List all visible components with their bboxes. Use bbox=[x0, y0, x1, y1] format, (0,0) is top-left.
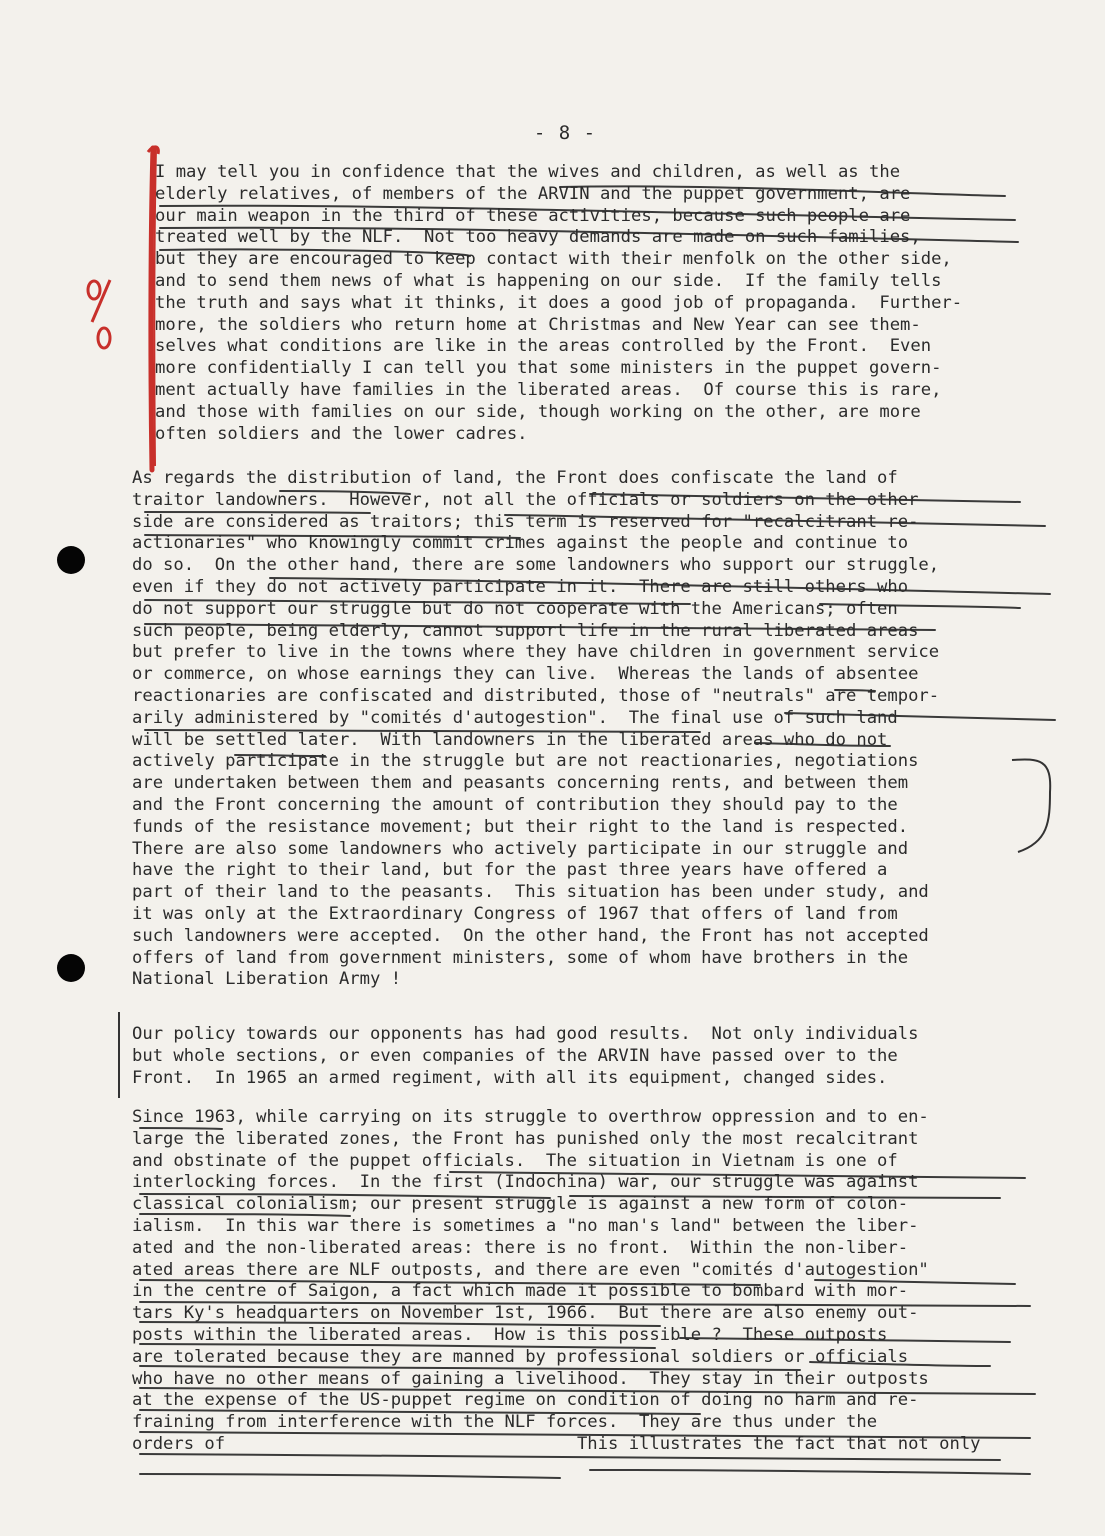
text-line: posts within the liberated areas. How is this possible ? These outposts bbox=[132, 1324, 888, 1345]
text-line: reactionaries are confiscated and distributed, those of "neutrals" are tempor- bbox=[132, 685, 940, 706]
text-line: actionaries" who knowingly commit crimes against the people and continue to bbox=[132, 533, 909, 554]
text-line: large the liberated zones, the Front has punished only the most recalcitrant bbox=[132, 1128, 919, 1149]
text-line: selves what conditions are like in the areas controlled by the Front. Even bbox=[155, 336, 932, 357]
text-line: such people, being elderly, cannot support life in the rural liberated areas bbox=[132, 620, 919, 641]
text-line: but whole sections, or even companies of the ARVIN have passed over to the bbox=[132, 1045, 898, 1066]
text-line: at the expense of the US-puppet regime on condition of doing no harm and re- bbox=[132, 1390, 919, 1411]
text-line: who have no other means of gaining a livelihood. They stay in their outposts bbox=[132, 1368, 929, 1389]
text-line: but prefer to live in the towns where they have children in government service bbox=[132, 642, 940, 663]
paragraph-3 bbox=[132, 1024, 1062, 1089]
text-line: and those with families on our side, though working on the other, are more bbox=[155, 401, 921, 422]
text-line: or commerce, on whose earnings they can live. Whereas the lands of absentee bbox=[132, 664, 919, 685]
text-line: our main weapon in the third of these activities, because such people are bbox=[155, 205, 911, 226]
text-line: it was only at the Extraordinary Congress of 1967 that offers of land from bbox=[132, 903, 898, 924]
text-line: Our policy towards our opponents has had good results. Not only individuals bbox=[132, 1024, 919, 1044]
text-line: do not support our struggle but do not cooperate with the Americans; often bbox=[132, 598, 898, 619]
text-line: even if they do not actively participate in it. There are still others who bbox=[132, 576, 909, 597]
text-line: more confidentially I can tell you that some ministers in the puppet govern- bbox=[155, 358, 942, 379]
text-line: Since 1963, while carrying on its struggle to overthrow oppression and to en- bbox=[132, 1107, 929, 1127]
text-line: classical colonialism; our present struggle is against a new form of colon- bbox=[132, 1194, 909, 1215]
text-line: are undertaken between them and peasants concerning rents, and between them bbox=[132, 773, 909, 794]
text-line: will be settled later. With landowners in the liberated areas who do not bbox=[132, 729, 888, 750]
text-line: funds of the resistance movement; but their right to the land is respected. bbox=[132, 816, 909, 837]
text-line: have the right to their land, but for the past three years have offered a bbox=[132, 860, 888, 881]
text-line: are tolerated because they are manned by professional soldiers or officials bbox=[132, 1346, 909, 1367]
text-line: the truth and says what it thinks, it does a good job of propaganda. Further- bbox=[155, 292, 963, 313]
text-line: orders of This illustrates the fact that not only bbox=[132, 1433, 981, 1454]
text-line: ialism. In this war there is sometimes a "no man's land" between the liber- bbox=[132, 1215, 919, 1236]
text-line: more, the soldiers who return home at Christmas and New Year can see them- bbox=[155, 314, 921, 335]
text-line: side are considered as traitors; this term is reserved for "recalcitrant re- bbox=[132, 511, 919, 532]
text-line: I may tell you in confidence that the wives and children, as well as the bbox=[155, 162, 901, 182]
text-line: actively participate in the struggle but are not reactionaries, negotiations bbox=[132, 751, 919, 772]
text-line: offers of land from government ministers, some of whom have brothers in the bbox=[132, 947, 909, 968]
text-line: As regards the distribution of land, the Front does confiscate the land of bbox=[132, 468, 898, 488]
paragraph-1 bbox=[155, 162, 1060, 445]
red-margin-mark-icon bbox=[80, 140, 160, 480]
text-line: and the Front concerning the amount of contribution they should pay to the bbox=[132, 794, 898, 815]
page-number: - 8 - bbox=[533, 122, 597, 144]
text-line: elderly relatives, of members of the ARVIN and the puppet government, are bbox=[155, 183, 911, 204]
paragraph-4 bbox=[132, 1107, 1062, 1456]
text-line: but they are encouraged to keep contact with their menfolk on the other side, bbox=[155, 249, 952, 270]
text-line: and to send them news of what is happening on our side. If the family tells bbox=[155, 270, 942, 291]
margin-bracket bbox=[118, 1012, 126, 1098]
text-line: tars Ky's headquarters on November 1st, 1966. But there are also enemy out- bbox=[132, 1303, 919, 1324]
text-line: do so. On the other hand, there are some landowners who support our struggle, bbox=[132, 555, 940, 576]
text-line: There are also some landowners who actively participate in our struggle and bbox=[132, 838, 909, 859]
text-line: and obstinate of the puppet officials. The situation in Vietnam is one of bbox=[132, 1150, 898, 1171]
text-line: National Liberation Army ! bbox=[132, 969, 402, 990]
text-line: Front. In 1965 an armed regiment, with all its equipment, changed sides. bbox=[132, 1067, 888, 1088]
text-line: part of their land to the peasants. This situation has been under study, and bbox=[132, 882, 929, 903]
binder-hole-top bbox=[57, 546, 85, 574]
text-line: interlocking forces. In the first (Indochina) war, our struggle was against bbox=[132, 1172, 919, 1193]
text-line: fraining from interference with the NLF forces. They are thus under the bbox=[132, 1412, 878, 1433]
text-line: ated areas there are NLF outposts, and there are even "comités d'autogestion" bbox=[132, 1259, 929, 1280]
binder-hole-bottom bbox=[57, 954, 85, 982]
text-line: often soldiers and the lower cadres. bbox=[155, 423, 528, 444]
text-line: ated and the non-liberated areas: there is no front. Within the non-liber- bbox=[132, 1237, 909, 1258]
text-line: treated well by the NLF. Not too heavy demands are made on such families, bbox=[155, 227, 921, 248]
text-line: ment actually have families in the liberated areas. Of course this is rare, bbox=[155, 379, 942, 400]
text-line: in the centre of Saigon, a fact which made it possible to bombard with mor- bbox=[132, 1281, 909, 1302]
text-line: traitor landowners. However, not all the officials or soldiers on the other bbox=[132, 489, 919, 510]
text-line: arily administered by "comités d'autogestion". The final use of such land bbox=[132, 707, 898, 728]
paragraph-2 bbox=[132, 468, 1062, 991]
text-line: such landowners were accepted. On the other hand, the Front has not accepted bbox=[132, 925, 929, 946]
